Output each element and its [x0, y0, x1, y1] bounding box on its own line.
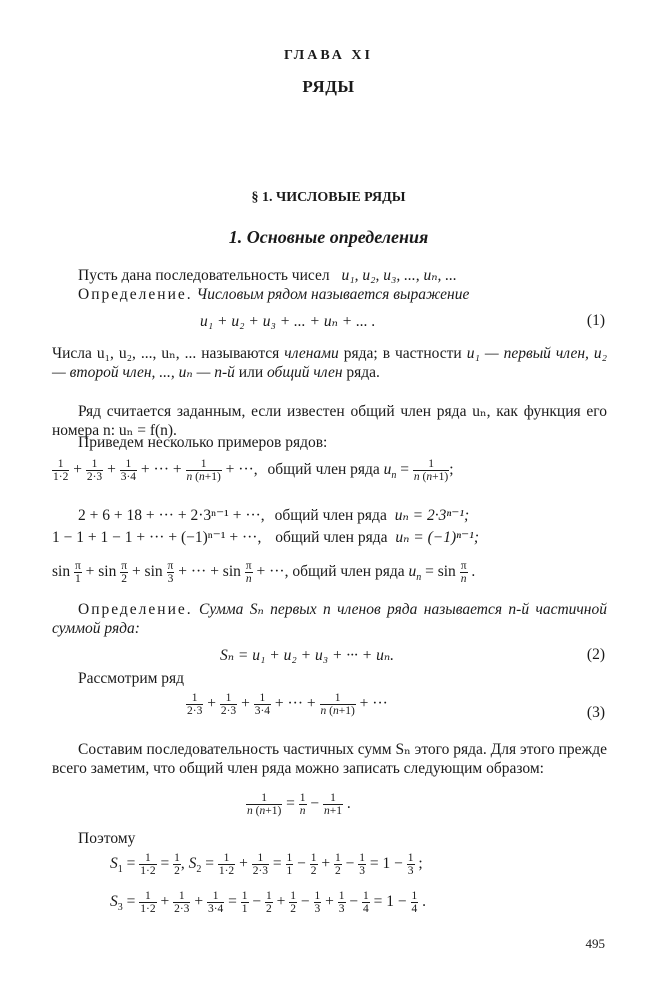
section-heading: § 1. ЧИСЛОВЫЕ РЯДЫ [251, 190, 406, 205]
equation-2-number: (2) [586, 646, 605, 663]
term-decomposition: $\frac{1}{n (n+1)}$ = $\frac{1}{n}$ − $\frac{1}{n+1}$ . [247, 792, 351, 817]
chapter-heading: ГЛАВА XI [284, 48, 373, 63]
equation-3-number: (3) [586, 704, 605, 721]
equation-1: u₁ + u₂ + u₃ + ... + uₙ + ... . [200, 313, 376, 330]
definition-1 [78, 286, 469, 304]
paragraph-terms: Числа u₁, u₂, ..., uₙ, ... называются членами ряда; в частности u₁ — первый член, u₂ — второй член, ..., uₙ — n-й или общий член ряда. [52, 345, 608, 381]
equation-3: $\frac{1}{2\cdot 3}$ + $\frac{1}{2\cdot 3}$ + $\frac{1}{3\cdot 4}$ + ··· + $\frac{1}{n (n+1)}$ + ··· [187, 692, 388, 717]
paragraph-therefore: Поэтому [78, 830, 136, 847]
example-1: $\frac{1}{1\cdot 2}$ + $\frac{1}{2\cdot 3}$ + $\frac{1}{3\cdot 4}$ + ··· + $\frac{1}{n (n+1)}$ + ···, общий член ряда $u_n$ = $\frac{1}{n (n+1)}$ ; [53, 458, 454, 483]
definition-1-text: Числовым рядом называется выражение [196, 286, 470, 303]
partial-sum-s3: $S_3$ = $\frac{1}{1\cdot 2}$ + $\frac{1}{2\cdot 3}$ + $\frac{1}{3\cdot 4}$ = $\frac{1}{1}$ − $\frac{1}{2}$ + $\frac{1}{2}$ − $\frac{1}{3}$ + $\frac{1}{3}$ − $\frac{1}{4}$ = 1 − $\frac{1}{4}$ . [110, 890, 427, 915]
page-number: 495 [585, 936, 605, 951]
example-3: 1 − 1 + 1 − 1 + ··· + (−1)ⁿ⁻¹ + ···, общий член ряда uₙ = (−1)ⁿ⁻¹; [52, 529, 479, 546]
paragraph-partial-sums: Составим последовательность частичных сумм Sₙ этого ряда. Для этого прежде всего заметим, что общий член ряда можно записать следующим образом: [52, 741, 607, 777]
paragraph-examples: Приведем несколько примеров рядов: [78, 434, 328, 451]
paragraph-intro: Пусть дана последовательность чисел u₁, u₂, u₃, ..., uₙ, ... [78, 267, 457, 284]
example-2: 2 + 6 + 18 + ··· + 2·3ⁿ⁻¹ + ···, общий член ряда uₙ = 2·3ⁿ⁻¹; [78, 507, 470, 524]
example-4: sin $\frac{\pi}{1}$ + sin $\frac{\pi}{2}$ + sin $\frac{\pi}{3}$ + ··· + sin $\frac{\pi}{n}$ + ···, общий член ряда $u_n = \sin$ $\frac{\pi}{n}$ . [52, 560, 476, 585]
sequence: u₁, u₂, u₃, ..., uₙ, ... [341, 267, 457, 284]
paragraph-consider: Рассмотрим ряд [78, 670, 185, 687]
paragraph-given: Ряд считается заданным, если известен общий член ряда uₙ, как функция его номера n: uₙ = f(n). [52, 403, 607, 439]
subsection-heading: 1. Основные определения [228, 227, 429, 247]
equation-1-number: (1) [586, 312, 605, 329]
equation-2: Sₙ = u₁ + u₂ + u₃ + ··· + uₙ. [220, 647, 395, 664]
partial-sums-s1-s2: $S_1$ = $\frac{1}{1\cdot 2}$ = $\frac{1}{2}$ , $S_2$ = $\frac{1}{1\cdot 2}$ + $\frac{1}{2\cdot 3}$ = $\frac{1}{1}$ − $\frac{1}{2}$ + $\frac{1}{2}$ − $\frac{1}{3}$ = 1 − $\frac{1}{3}$ ; [110, 852, 423, 877]
definition-2: Определение. Сумма Sₙ первых n членов ряда называется n-й частичной суммой ряда: [52, 601, 608, 637]
definition-label: Определение. [78, 286, 193, 303]
chapter-title: РЯДЫ [302, 77, 355, 96]
